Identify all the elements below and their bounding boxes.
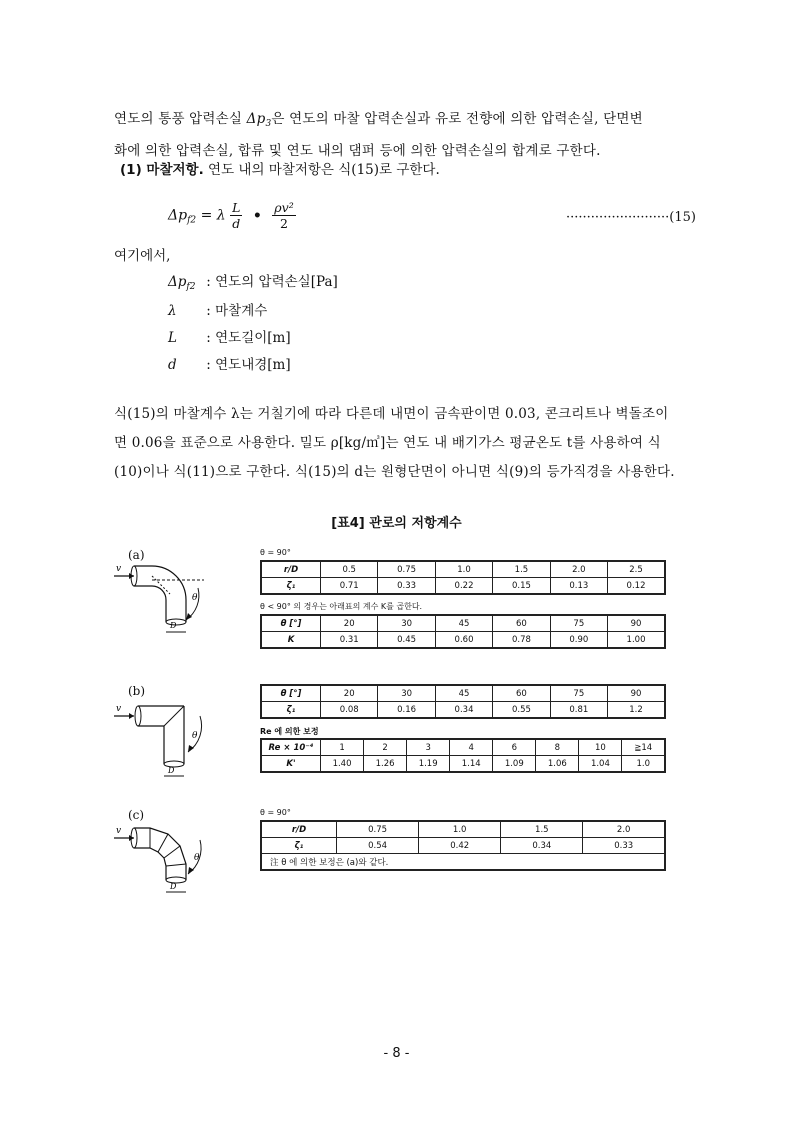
velocity-label: v bbox=[116, 564, 122, 574]
table-a-condition: θ = 90° bbox=[260, 548, 291, 557]
table-c-condition: θ = 90° bbox=[260, 808, 291, 817]
table-row: K 0.31 0.45 0.60 0.78 0.90 1.00 bbox=[261, 632, 665, 649]
section-text: 연도 내의 마찰저항은 식(15)로 구한다. bbox=[203, 162, 440, 178]
figure-c-label: (c) bbox=[128, 808, 145, 822]
table-row: Re × 10⁻⁴ 1 2 3 4 6 8 10 ≧14 bbox=[261, 739, 665, 756]
definition-row: $\Delta p_{f2}$ : 연도의 압력손실[Pa] bbox=[168, 274, 338, 292]
table-a-main bbox=[260, 560, 666, 595]
definition-list bbox=[168, 270, 468, 380]
figure-b-miter-diagram bbox=[112, 696, 222, 784]
table-b-main bbox=[260, 684, 666, 719]
velocity-label: v bbox=[116, 704, 122, 714]
friction-paragraph bbox=[114, 400, 682, 487]
para2-line-1: 식(15)의 마찰계수 λ는 거칠기에 따라 다른데 내면이 금속판이면 0.03, 콘크리트나 벽돌조이 bbox=[114, 406, 669, 422]
figure-a-label: (a) bbox=[128, 548, 145, 562]
table-row: r/D 0.75 1.0 1.5 2.0 bbox=[261, 821, 665, 838]
figure-a-bend-diagram bbox=[112, 560, 222, 648]
formula-15: $\Delta p_{f2} = \lambda$ $\frac{L}{d}$ • $\frac{\text{ρv²}}{2}$ bbox=[168, 200, 294, 231]
diameter-label: D bbox=[170, 882, 177, 891]
table-row: ζ₁ 0.54 0.42 0.34 0.33 bbox=[261, 838, 665, 854]
theta-label: θ bbox=[192, 593, 198, 603]
table-caption: [표4] 관로의 저항계수 bbox=[331, 516, 462, 531]
table-a-note: θ < 90° 의 경우는 아래표의 계수 K를 곱한다. bbox=[260, 602, 423, 611]
definition-row: d : 연도내경[m] bbox=[168, 357, 291, 373]
equation-number: ·························(15) bbox=[566, 210, 696, 225]
diameter-label: D bbox=[168, 766, 175, 775]
definition-row: L : 연도길이[m] bbox=[168, 330, 291, 346]
table-row: r/D 0.5 0.75 1.0 1.5 2.0 2.5 bbox=[261, 561, 665, 578]
table-row: ζ₁ 0.08 0.16 0.34 0.55 0.81 1.2 bbox=[261, 702, 665, 719]
para2-line-3: (10)이나 식(11)으로 구한다. 식(15)의 d는 원형단면이 아니면 식(9)의 등가직경을 사용한다. bbox=[114, 464, 675, 480]
theta-label: θ bbox=[194, 853, 200, 863]
table-row: θ [°] 20 30 45 60 75 90 bbox=[261, 615, 665, 632]
para2-line-2: 면 0.06을 표준으로 사용한다. 밀도 ρ[kg/㎥]는 연도 내 배기가스 평균온도 t를 사용하여 식 bbox=[114, 435, 661, 451]
velocity-label: v bbox=[116, 826, 122, 836]
section-title: (1) 마찰저항. bbox=[120, 162, 204, 178]
section-heading bbox=[120, 158, 440, 178]
table-a-correction bbox=[260, 614, 666, 649]
table-c-main bbox=[260, 820, 666, 871]
figure-c-segmented-bend-diagram bbox=[112, 820, 222, 902]
table-c-note: 注 θ 에 의한 보정은 (a)와 같다. bbox=[261, 854, 665, 871]
figure-b-label: (b) bbox=[128, 684, 146, 698]
page-number: - 8 - bbox=[383, 1046, 410, 1061]
table-b-note: Re 에 의한 보정 bbox=[260, 727, 319, 736]
table-row bbox=[261, 854, 665, 871]
table-b-correction bbox=[260, 738, 666, 773]
fraction-rho-v2-over-2: $\frac{\text{ρv²}}{2}$ bbox=[274, 200, 294, 231]
table-row: K' 1.40 1.26 1.19 1.14 1.09 1.06 1.04 1.0 bbox=[261, 756, 665, 773]
intro-paragraph bbox=[114, 106, 682, 165]
diameter-label: D bbox=[170, 621, 177, 630]
definition-row: λ : 마찰계수 bbox=[168, 303, 268, 319]
intro-line-1: 연도의 통풍 압력손실 $\Delta p_3$은 연도의 마찰 압력손실과 유로 전향에 의한 압력손실, 단면변 bbox=[114, 111, 643, 129]
theta-label: θ bbox=[192, 731, 198, 741]
fraction-l-over-d: $\frac{L}{d}$ bbox=[232, 200, 241, 231]
table-row: ζ₁ 0.71 0.33 0.22 0.15 0.13 0.12 bbox=[261, 578, 665, 595]
intro-line-2: 화에 의한 압력손실, 합류 및 연도 내의 댐퍼 등에 의한 압력손실의 합계로 구한다. bbox=[114, 143, 601, 159]
where-label: 여기에서, bbox=[114, 248, 171, 264]
table-row: θ [°] 20 30 45 60 75 90 bbox=[261, 685, 665, 702]
